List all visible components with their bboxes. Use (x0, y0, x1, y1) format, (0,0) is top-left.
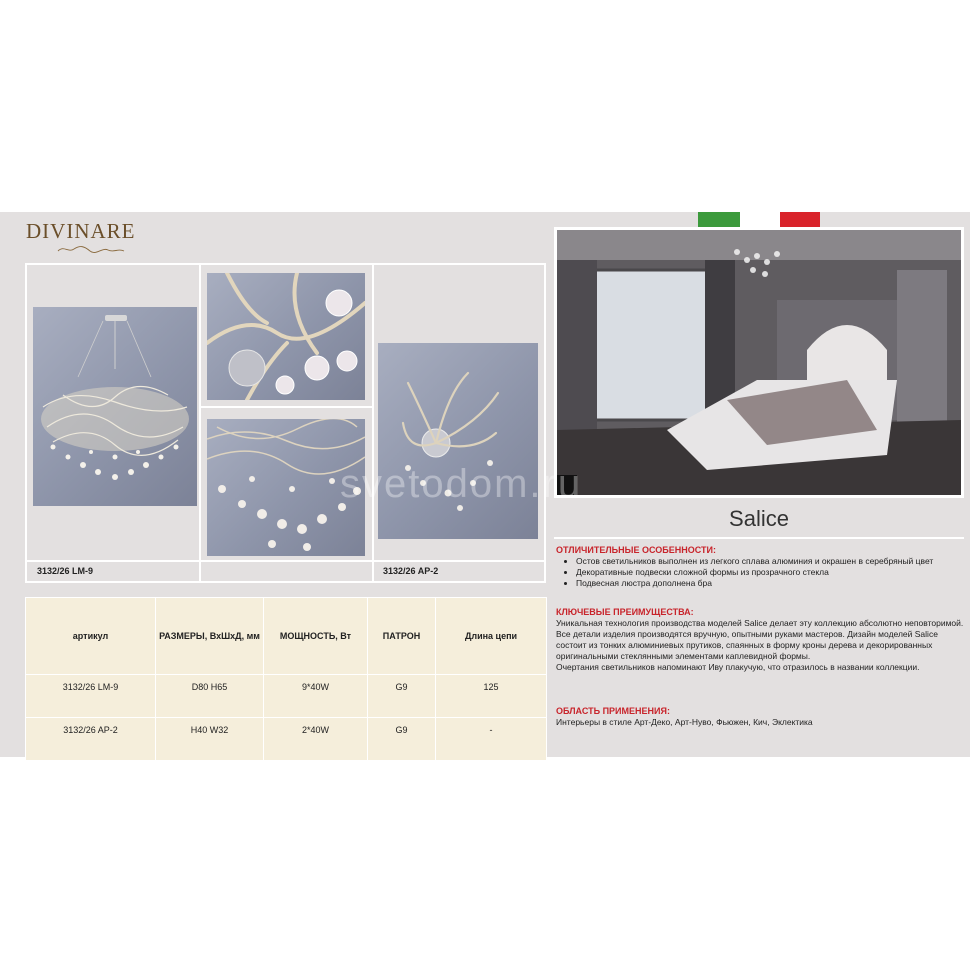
brand-name: DIVINARE (26, 219, 136, 243)
grid-divider (27, 560, 544, 562)
table-cell: G9 (368, 675, 436, 718)
watermark: svetodom.ru (340, 462, 583, 506)
grid-divider (199, 265, 201, 581)
application-title: ОБЛАСТЬ ПРИМЕНЕНИЯ: (556, 706, 670, 716)
detail-photo-top (207, 273, 365, 400)
features-section (556, 545, 964, 589)
wall-lamp-photo (378, 343, 538, 539)
column-header: МОЩНОСТЬ, Вт (264, 598, 368, 675)
brand-logo (26, 219, 156, 263)
grid-divider (199, 406, 372, 408)
table-cell: G9 (368, 718, 436, 761)
table-row (26, 718, 547, 761)
divider-line (554, 537, 964, 539)
product-article-caption: 3132/26 LM-9 (37, 566, 94, 576)
table-row (26, 675, 547, 718)
table-cell: 9*40W (264, 675, 368, 718)
product-article-caption: 3132/26 AP-2 (383, 566, 439, 576)
column-header: ПАТРОН (368, 598, 436, 675)
application-section (556, 706, 964, 728)
grid-divider (372, 265, 374, 581)
table-cell: 125 (436, 675, 547, 718)
advantages-text-2: Очертания светильников напоминают Иву плакучую, что отразилось в названии коллекции. (556, 662, 920, 672)
table-header-row (26, 598, 547, 675)
table-cell: 3132/26 AP-2 (26, 718, 156, 761)
brand-tagline-signature (56, 243, 126, 255)
table-cell: D80 H65 (156, 675, 264, 718)
advantages-section (556, 607, 964, 673)
advantages-text: Уникальная технология производства моделей Salice делает эту коллекцию абсолютно неповторимой. Все детали изделия производятся вручную, опытными руками мастеров. Дизайн моделей Salice состоит из тонких алюминиевых прутиков, спаянных в форму кроны дерева и декорированных оригинальными стеклянными элементами каплевидной формы. (556, 618, 964, 661)
features-list (556, 556, 964, 589)
application-text: Интерьеры в стиле Арт-Деко, Арт-Нуво, Фьюжен, Кич, Эклектика (556, 717, 813, 727)
table-cell: 3132/26 LM-9 (26, 675, 156, 718)
product-grid (25, 263, 546, 583)
model-name: Salice (729, 506, 789, 531)
column-header: артикул (26, 598, 156, 675)
table-cell: H40 W32 (156, 718, 264, 761)
column-header: РАЗМЕРЫ, ВхШхД, мм (156, 598, 264, 675)
chandelier-photo (33, 307, 197, 506)
specification-table (25, 597, 547, 761)
table-cell: - (436, 718, 547, 761)
interior-photo (554, 227, 964, 498)
column-header: Длина цепи (436, 598, 547, 675)
table-cell: 2*40W (264, 718, 368, 761)
list-item: • Декоративные подвески сложной формы из прозрачного стекла (576, 567, 964, 578)
features-title: ОТЛИЧИТЕЛЬНЫЕ ОСОБЕННОСТИ: (556, 545, 716, 555)
list-item: • Остов светильников выполнен из легкого сплава алюминия и окрашен в серебряный цвет (576, 556, 964, 567)
advantages-title: КЛЮЧЕВЫЕ ПРЕИМУЩЕСТВА: (556, 607, 694, 617)
list-item: • Подвесная люстра дополнена бра (576, 578, 964, 589)
